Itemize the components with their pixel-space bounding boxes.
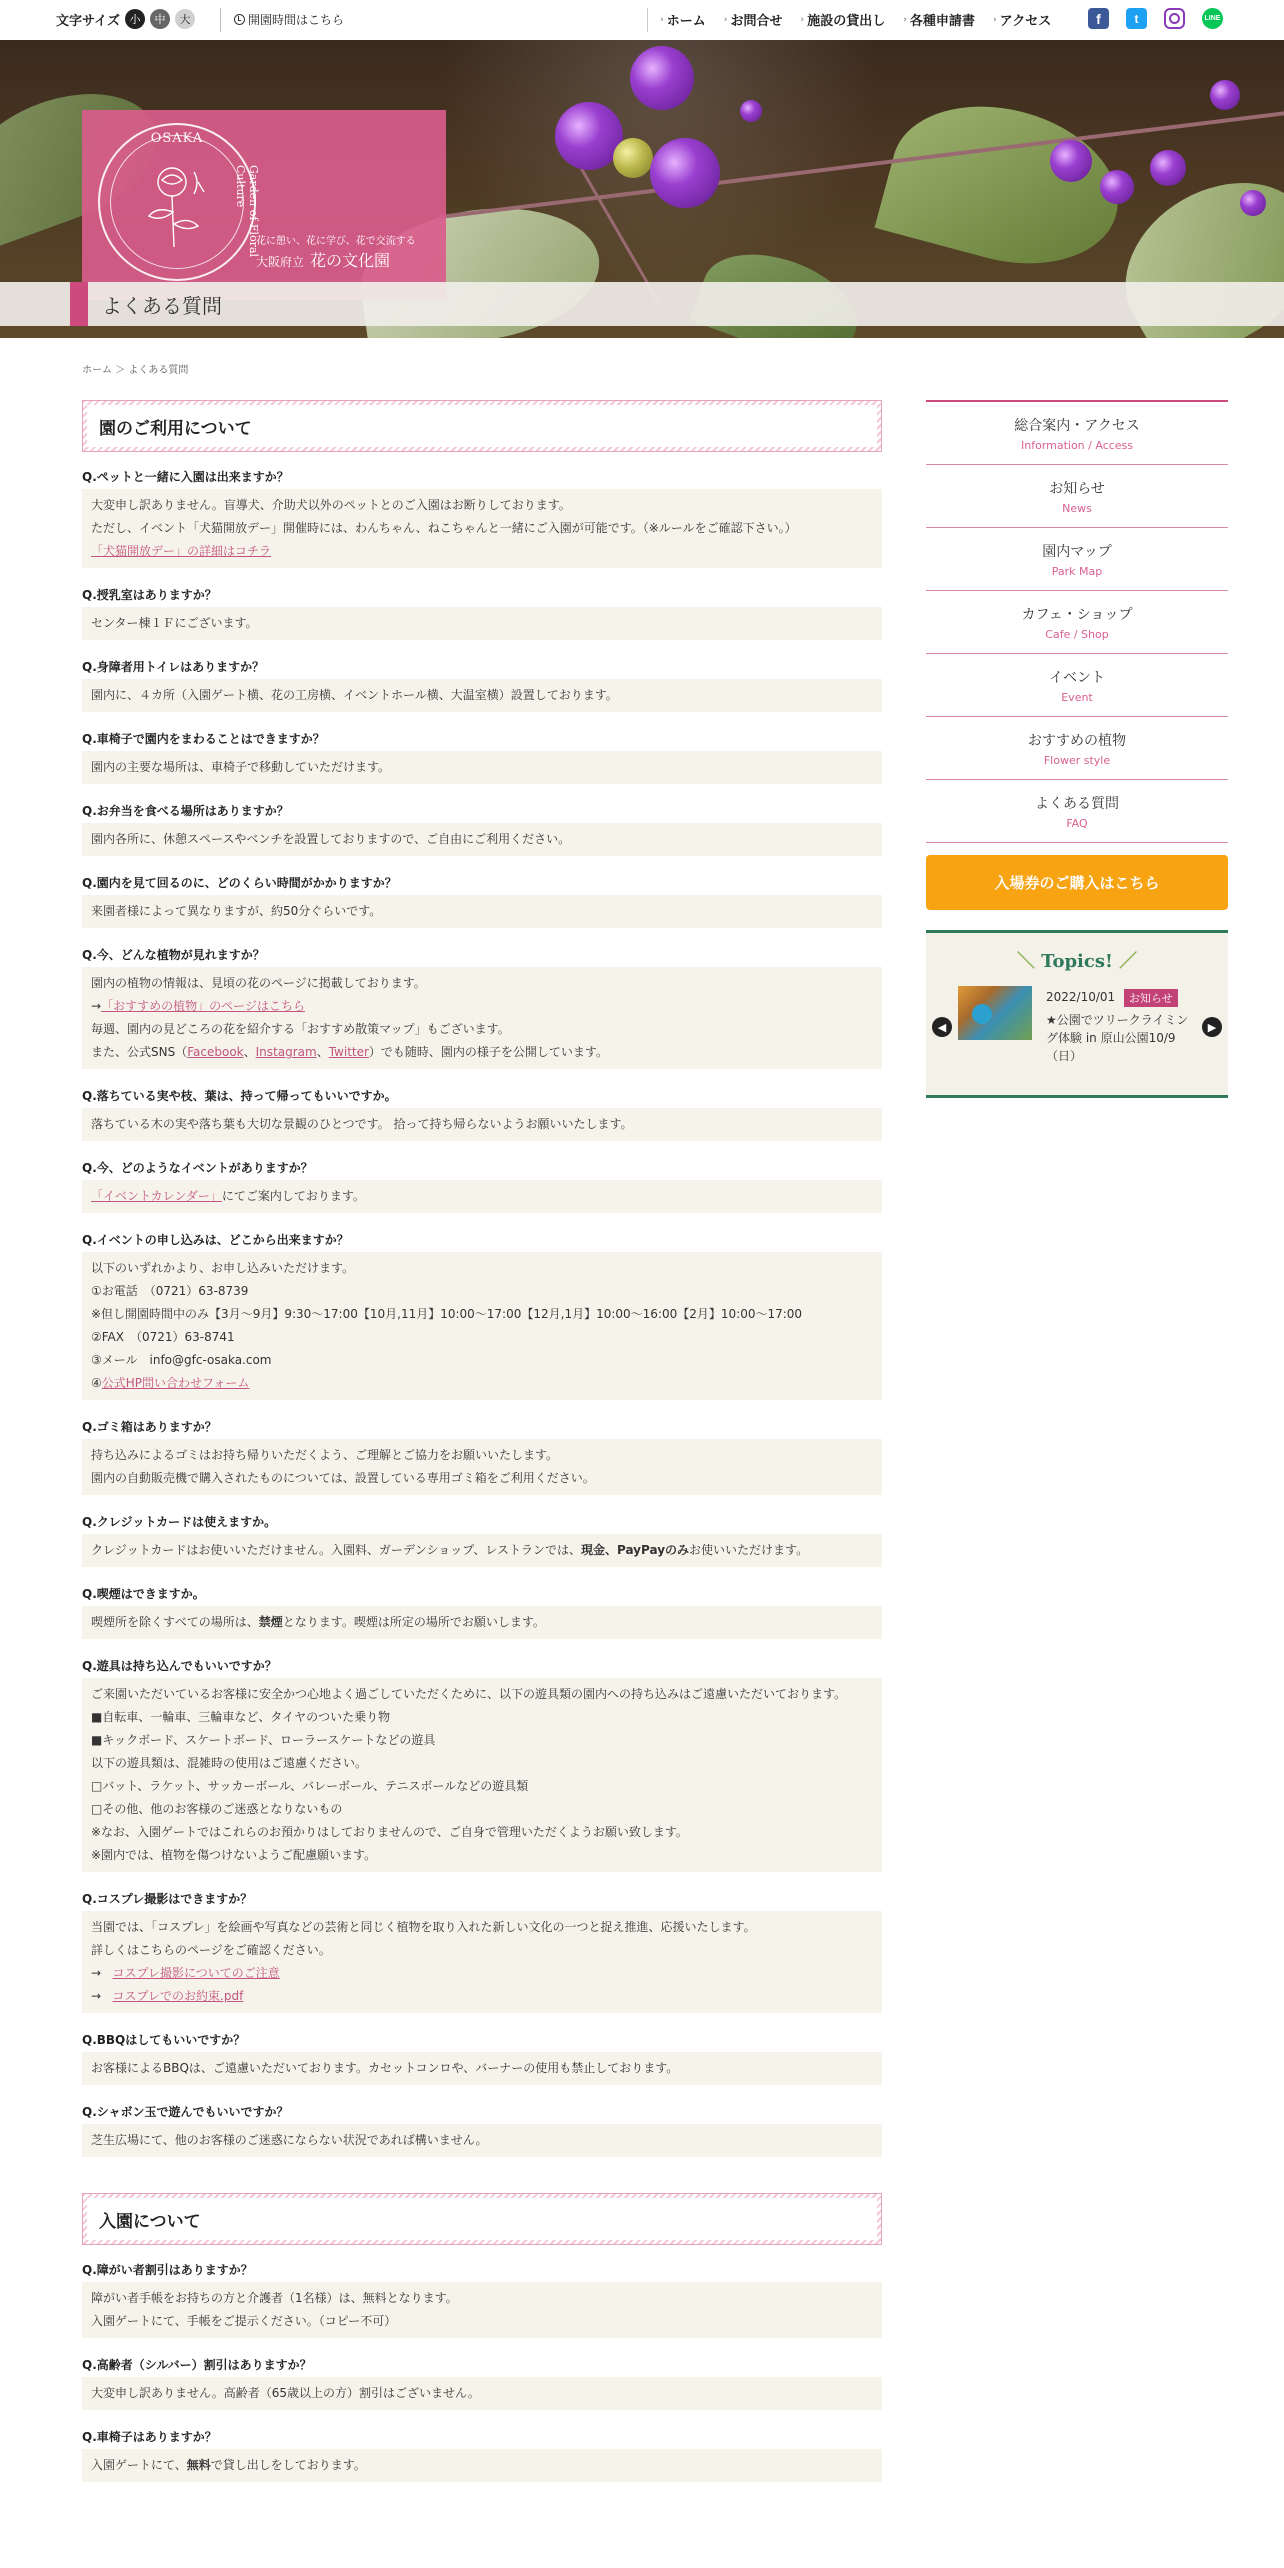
faq-item	[82, 2029, 882, 2085]
title-accent-bar	[70, 282, 88, 326]
sidebar-item-cafe-shop[interactable]	[926, 591, 1228, 654]
sidebar-menu	[926, 400, 1228, 843]
faq-item	[82, 2354, 882, 2410]
breadcrumb-separator: ＞	[115, 365, 126, 376]
sidebar	[926, 400, 1228, 1098]
nav-facility-rental[interactable]	[800, 10, 885, 29]
answer-line: センター棟１Ｆにございます。	[91, 616, 258, 630]
chevron-right-icon: ›	[903, 14, 907, 25]
breadcrumb-current: よくある質問	[128, 365, 189, 376]
faq-question: Q.遊具は持ち込んでもいいですか？	[82, 1659, 277, 1673]
answer-text: で貸し出しをしております。	[210, 2458, 366, 2472]
recommended-plants-link[interactable]: 「おすすめの植物」のページはこちら	[101, 999, 305, 1013]
emblem-top-text: OSAKA	[150, 131, 204, 146]
sidebar-item-sublabel: Cafe / Shop	[1045, 627, 1109, 641]
sidebar-item-sublabel: Information / Access	[1020, 438, 1134, 452]
site-logo[interactable]	[82, 110, 446, 300]
faq-answer	[82, 1911, 882, 2013]
faq-answer	[82, 1534, 882, 1567]
faq-question: Q.園内を見て回るのに、どのくらい時間がかかりますか？	[82, 876, 397, 890]
faq-answer	[82, 2449, 882, 2482]
hours-link[interactable]	[234, 11, 344, 28]
chevron-right-icon: ›	[660, 14, 664, 25]
answer-text: 入園ゲートにて、	[91, 2458, 187, 2472]
global-nav	[660, 10, 1051, 29]
chevron-right-icon: ›	[800, 14, 805, 25]
chevron-right-icon: ›	[723, 14, 728, 25]
answer-text: ）でも随時、園内の様子を公開しています。	[368, 1045, 608, 1059]
separator-text: 、	[316, 1045, 329, 1059]
topics-carousel	[926, 930, 1228, 1098]
berry-decoration	[1100, 170, 1134, 204]
faq-question: Q.クレジットカードは使えますか。	[82, 1515, 277, 1529]
sidebar-item-sublabel: FAQ	[1066, 816, 1088, 830]
faq-item	[82, 1416, 882, 1495]
social-links	[1088, 8, 1223, 29]
faq-question: Q.身障者用トイレはありますか？	[82, 660, 265, 674]
divider	[220, 8, 221, 32]
hero-banner	[0, 40, 1284, 338]
nav-home-label: ホーム	[666, 14, 706, 29]
section-heading	[82, 400, 882, 452]
sidebar-item-sublabel: Flower style	[1043, 753, 1111, 767]
faq-question: Q.ペットと一緒に入園は出来ますか？	[82, 470, 289, 484]
answer-emphasis: 無料	[186, 2458, 211, 2472]
cosplay-rules-pdf-link[interactable]: コスプレでのお約束.pdf	[112, 1989, 244, 2003]
main-content	[82, 400, 882, 2498]
font-size-label: 文字サイズ	[56, 13, 120, 29]
sidebar-item-faq[interactable]	[926, 780, 1228, 843]
faq-question: Q.ゴミ箱はありますか？	[82, 1420, 217, 1434]
sidebar-item-label: よくある質問	[1035, 795, 1119, 812]
faq-answer	[82, 1108, 882, 1141]
answer-line: ①お電話 （0721）63-8739	[91, 1284, 249, 1298]
answer-line: ②FAX （0721）63-8741	[91, 1330, 235, 1344]
chevron-right-icon[interactable]: ▶	[1202, 1017, 1222, 1037]
topic-title-link[interactable]: ★公園でツリークライミング体験 in 原山公園10/9（日）	[1046, 1013, 1189, 1063]
berry-decoration	[1240, 190, 1266, 216]
facebook-icon[interactable]: f	[1088, 8, 1109, 29]
answer-line: お客様によるBBQは、ご遠慮いただいております。カセットコンロや、バーナーの使用も禁止しております。	[91, 2061, 679, 2075]
faq-question: Q.今、どのようなイベントがありますか？	[82, 1161, 313, 1175]
answer-text: となります。喫煙は所定の場所でお願いします。	[282, 1615, 545, 1629]
answer-line: 以下のいずれかより、お申し込みいただけます。	[91, 1261, 355, 1275]
answer-line: 持ち込みによるゴミはお持ち帰りいただくよう、ご理解とご協力をお願いいたします。	[91, 1448, 559, 1462]
answer-line: 落ちている木の実や落ち葉も大切な景観のひとつです。 拾って持ち帰らないようお願いいたします。	[91, 1117, 633, 1131]
faq-item	[82, 1157, 882, 1213]
answer-text: にてご案内しております。	[221, 1189, 365, 1203]
faq-answer	[82, 1678, 882, 1872]
section-heading	[82, 2193, 882, 2245]
font-size-large-button[interactable]: 大	[175, 9, 195, 29]
breadcrumb-home[interactable]: ホーム	[82, 365, 112, 376]
faq-question: Q.イベントの申し込みは、どこから出来ますか？	[82, 1233, 349, 1247]
sidebar-item-sublabel: Park Map	[1051, 564, 1103, 578]
faq-answer	[82, 1439, 882, 1495]
sidebar-item-label: カフェ・ショップ	[1021, 606, 1133, 623]
faq-answer	[82, 2377, 882, 2410]
sidebar-item-flower-style[interactable]	[926, 717, 1228, 780]
berry-decoration	[1210, 80, 1240, 110]
clock-icon	[234, 14, 245, 25]
answer-line: 毎週、園内の見どころの花を紹介する「おすすめ散策マップ」もございます。	[91, 1022, 510, 1036]
answer-line: 芝生広場にて、他のお客様のご迷惑にならない状況であれば構いません。	[91, 2133, 488, 2147]
nav-home[interactable]	[660, 10, 706, 29]
separator-text: 、	[243, 1045, 256, 1059]
answer-emphasis: 現金、PayPayのみ	[580, 1543, 690, 1557]
nav-access[interactable]	[993, 10, 1051, 29]
faq-item	[82, 872, 882, 928]
page-title-band	[0, 282, 1284, 326]
facebook-link[interactable]: Facebook	[187, 1045, 244, 1059]
faq-item	[82, 1511, 882, 1567]
divider	[647, 8, 648, 32]
arrow-text: →	[91, 999, 102, 1013]
twitter-link[interactable]: Twitter	[328, 1045, 369, 1059]
faq-question: Q.高齢者（シルバー）割引はありますか？	[82, 2358, 312, 2372]
answer-line: 以下の遊具類は、混雑時の使用はご遠慮ください。	[91, 1756, 368, 1770]
berry-decoration	[1150, 150, 1186, 186]
nav-applications[interactable]	[903, 10, 975, 29]
faq-item	[82, 1229, 882, 1400]
rose-icon	[132, 152, 222, 252]
logo-prefecture: 大阪府立	[256, 255, 305, 269]
faq-question: Q.今、どんな植物が見れますか？	[82, 948, 265, 962]
nav-access-label: アクセス	[999, 14, 1052, 29]
section-heading-label: 入園について	[87, 2198, 877, 2240]
event-calendar-link[interactable]: 「イベントカレンダー」	[91, 1189, 222, 1203]
section-heading-label: 園のご利用について	[87, 405, 877, 447]
faq-answer	[82, 1252, 882, 1400]
faq-answer	[82, 751, 882, 784]
contact-form-link[interactable]: 公式HP問い合わせフォーム	[101, 1376, 250, 1390]
answer-line: ※なお、入園ゲートではこれらのお預かりはしておりませんので、ご自身で管理いただくようお願い致します。	[91, 1825, 688, 1839]
nav-facility-rental-label: 施設の貸出し	[807, 14, 886, 29]
sidebar-item-label: イベント	[1049, 669, 1105, 686]
answer-line: 来園者様によって異なりますが、約50分ぐらいです。	[91, 904, 382, 918]
faq-question: Q.シャボン玉で遊んでもいいですか？	[82, 2105, 289, 2119]
nav-contact-label: お問合せ	[730, 14, 783, 29]
berry-decoration	[630, 46, 694, 110]
faq-question: Q.BBQはしてもいいですか？	[82, 2033, 246, 2047]
breadcrumb	[82, 361, 188, 376]
answer-line: ■自転車、一輪車、三輪車など、タイヤのついた乗り物	[91, 1710, 391, 1724]
top-bar	[0, 0, 1284, 40]
answer-line: 園内の主要な場所は、車椅子で移動していただけます。	[91, 760, 391, 774]
answer-line: 園内の自動販売機で購入されたものについては、設置している専用ゴミ箱をご利用ください。	[91, 1471, 595, 1485]
faq-answer	[82, 2124, 882, 2157]
answer-line: 障がい者手帳をお持ちの方と介護者（1名様）は、無料となります。	[91, 2291, 458, 2305]
berry-decoration	[650, 138, 720, 208]
answer-line: ※但し開園時間中のみ【3月～9月】9:30～17:00【10月,11月】10:00～17:00【12月,1月】10:00～16:00【2月】10:00～17:00	[91, 1307, 803, 1321]
answer-line: ■キックボード、スケートボード、ローラースケートなどの遊具	[91, 1733, 436, 1747]
answer-line: □バット、ラケット、サッカーボール、バレーボール、テニスボールなどの遊具類	[91, 1779, 529, 1793]
line-icon[interactable]: LINE	[1202, 8, 1223, 29]
berry-decoration	[1050, 140, 1092, 182]
faq-answer	[82, 489, 882, 568]
topics-title	[926, 947, 1228, 973]
faq-item	[82, 584, 882, 640]
instagram-icon[interactable]	[1164, 8, 1185, 29]
faq-item	[82, 728, 882, 784]
ticket-purchase-button[interactable]: 入場券のご購入はこちら	[926, 855, 1228, 910]
sidebar-item-label: 総合案内・アクセス	[1014, 417, 1140, 434]
answer-line: 入園ゲートにて、手帳をご提示ください。（コピー不可）	[91, 2314, 397, 2328]
faq-item	[82, 2101, 882, 2157]
arrow-text: →	[91, 1989, 102, 2003]
faq-question: Q.車椅子で園内をまわることはできますか？	[82, 732, 325, 746]
faq-answer	[82, 679, 882, 712]
sidebar-item-park-map[interactable]	[926, 528, 1228, 591]
dog-cat-day-link[interactable]: 「犬猫開放デー」の詳細はコチラ	[91, 544, 272, 558]
faq-item	[82, 1888, 882, 2013]
sidebar-item-sublabel: News	[1062, 501, 1092, 515]
cosplay-notice-link[interactable]: コスプレ撮影についてのご注意	[112, 1966, 280, 1980]
faq-item	[82, 944, 882, 1069]
emblem-side-text: Garden of Floral Culture	[234, 165, 260, 258]
faq-question: Q.障がい者割引はありますか？	[82, 2263, 253, 2277]
answer-text: ④	[91, 1376, 102, 1390]
faq-question: Q.お弁当を食べる場所はありますか？	[82, 804, 289, 818]
sidebar-item-sublabel: Event	[1061, 690, 1093, 704]
font-size-switcher	[56, 9, 195, 29]
faq-item	[82, 656, 882, 712]
faq-item	[82, 466, 882, 568]
answer-line: ③メール info@gfc-osaka.com	[91, 1353, 272, 1367]
font-size-medium-button[interactable]: 中	[150, 9, 170, 29]
chevron-left-icon[interactable]: ◀	[932, 1017, 952, 1037]
answer-text: また、公式SNS（	[91, 1045, 188, 1059]
sidebar-item-news[interactable]	[926, 465, 1228, 528]
topic-thumbnail[interactable]	[958, 986, 1032, 1040]
font-size-small-button[interactable]: 小	[125, 9, 145, 29]
nav-applications-label: 各種申請書	[909, 14, 975, 29]
logo-title: 花の文化園	[310, 251, 391, 270]
faq-item	[82, 1583, 882, 1639]
sidebar-item-label: お知らせ	[1049, 480, 1105, 497]
faq-question: Q.コスプレ撮影はできますか？	[82, 1892, 253, 1906]
sidebar-item-label: おすすめの植物	[1027, 732, 1127, 749]
topic-category-badge: お知らせ	[1124, 989, 1178, 1007]
topic-date: 2022/10/01	[1046, 990, 1116, 1004]
faq-question: Q.車椅子はありますか？	[82, 2430, 217, 2444]
emblem-inner-ring	[110, 135, 244, 269]
title-decoration: ＼	[1016, 951, 1042, 972]
faq-answer	[82, 895, 882, 928]
answer-line: □その他、他のお客様のご迷惑となりないもの	[91, 1802, 343, 1816]
answer-text: 喫煙所を除くすべての場所は、	[91, 1615, 259, 1629]
faq-item	[82, 1085, 882, 1141]
faq-answer	[82, 2052, 882, 2085]
answer-text: お使いいただけます。	[689, 1543, 809, 1557]
sidebar-item-label: 園内マップ	[1042, 543, 1112, 560]
answer-text: クレジットカードはお使いいただけません。入園料、ガーデンショップ、レストランでは、	[91, 1543, 581, 1557]
answer-line: 当園では、「コスプレ」を絵画や写真などの芸術と同じく植物を取り入れた新しい文化の一つと捉え推進、応援いたします。	[91, 1920, 756, 1934]
sidebar-item-information[interactable]	[926, 402, 1228, 465]
faq-answer	[82, 2282, 882, 2338]
answer-line: ※園内では、植物を傷つけないようご配慮願います。	[91, 1848, 377, 1862]
faq-item	[82, 1655, 882, 1872]
instagram-link[interactable]: Instagram	[255, 1045, 317, 1059]
faq-answer	[82, 607, 882, 640]
answer-line: 園内各所に、休憩スペースやベンチを設置しておりますので、ご自由にご利用ください。	[91, 832, 571, 846]
nav-contact[interactable]	[724, 10, 783, 29]
twitter-icon[interactable]: t	[1126, 8, 1147, 29]
berry-decoration	[740, 100, 762, 122]
faq-answer	[82, 967, 882, 1069]
topics-title-label: Topics!	[1041, 951, 1113, 972]
answer-line: ご来園いただいているお客様に安全かつ心地よく過ごしていただくために、以下の遊具類の園内への持ち込みはご遠慮いただいております。	[91, 1687, 847, 1701]
title-decoration: ／	[1112, 951, 1138, 972]
faq-answer	[82, 823, 882, 856]
answer-line: 詳しくはこちらのページをご確認ください。	[91, 1943, 331, 1957]
answer-line: ただし、イベント「犬猫開放デー」開催時には、わんちゃん、ねこちゃんと一緒にご入園が可能です。（※ルールをご確認下さい。）	[91, 521, 797, 535]
faq-item	[82, 2259, 882, 2338]
faq-item	[82, 800, 882, 856]
faq-question: Q.喫煙はできますか。	[82, 1587, 205, 1601]
answer-line: 大変申し訳ありません。高齢者（65歳以上の方）割引はございません。	[91, 2386, 480, 2400]
arrow-text: →	[91, 1966, 102, 1980]
emblem-logo	[98, 123, 260, 281]
faq-answer	[82, 1180, 882, 1213]
hours-link-label: 開園時間はこちら	[248, 13, 345, 27]
berry-decoration	[613, 138, 653, 178]
chevron-right-icon: ›	[992, 14, 997, 25]
faq-answer	[82, 1606, 882, 1639]
answer-line: 大変申し訳ありません。盲導犬、介助犬以外のペットとのご入園はお断りしております。	[91, 498, 571, 512]
logo-tagline: 花に憩い、花に学び、花で交流する	[256, 236, 416, 247]
leaf-decoration	[875, 83, 1136, 287]
faq-item	[82, 2426, 882, 2482]
faq-question: Q.授乳室はありますか？	[82, 588, 217, 602]
answer-emphasis: 禁煙	[258, 1615, 283, 1629]
page-title: よくある質問	[102, 294, 222, 318]
answer-line: 園内の植物の情報は、見頃の花のページに掲載しております。	[91, 976, 426, 990]
faq-question: Q.落ちている実や枝、葉は、持って帰ってもいいですか。	[82, 1089, 397, 1103]
logo-name	[256, 248, 390, 271]
sidebar-item-event[interactable]	[926, 654, 1228, 717]
answer-line: 園内に、４カ所（入園ゲート横、花の工房横、イベントホール横、大温室横）設置しております。	[91, 688, 618, 702]
